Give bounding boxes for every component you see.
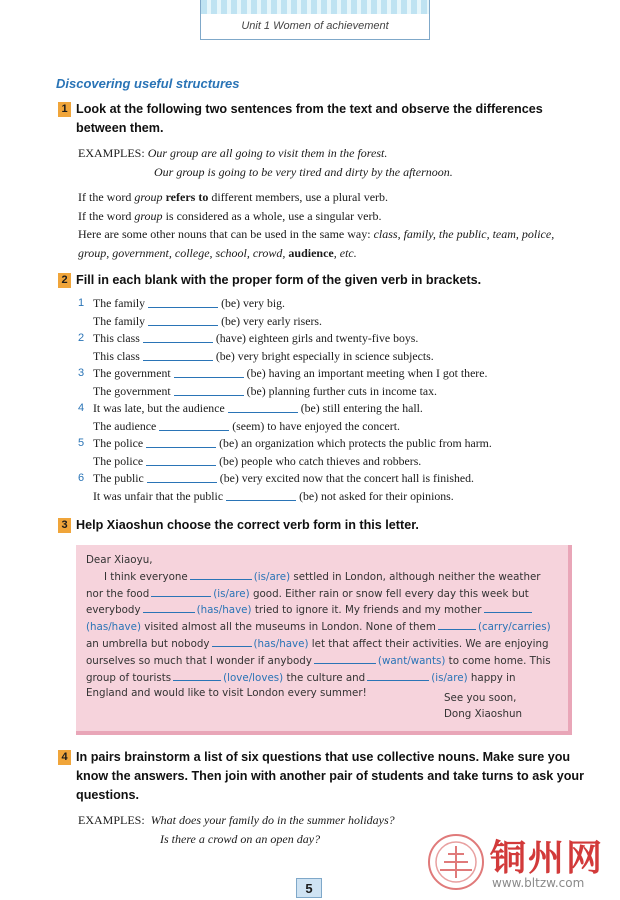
answer-blank[interactable] xyxy=(148,313,218,326)
list-item: The police (be) people who catch thieves and robbers. xyxy=(93,453,422,468)
letter-blank[interactable] xyxy=(212,636,252,647)
answer-blank[interactable] xyxy=(143,330,213,343)
answer-blank[interactable] xyxy=(228,400,298,413)
example-sentence: What does your family do in the summer holidays? xyxy=(150,813,395,827)
letter-blank[interactable] xyxy=(151,586,211,597)
list-item: The audience (seem) to have enjoyed the concert. xyxy=(93,418,400,433)
letter-blank[interactable] xyxy=(173,670,221,681)
task-1-examples xyxy=(78,144,453,182)
unit-title: Unit 1 Women of achievement xyxy=(241,20,389,32)
task-number-badge: 3 xyxy=(58,518,71,533)
answer-blank[interactable] xyxy=(148,295,218,308)
examples-label: EXAMPLES: xyxy=(78,146,145,160)
list-item: 6 The public (be) very excited now that the concert hall is finished. xyxy=(78,471,474,485)
list-item: 1 The family (be) very big. xyxy=(78,296,285,310)
list-item: This class (be) very bright especially in science subjects. xyxy=(93,348,434,363)
answer-blank[interactable] xyxy=(174,383,244,396)
answer-blank[interactable] xyxy=(143,348,213,361)
task-2-items xyxy=(78,295,548,505)
task-4-examples xyxy=(78,811,395,849)
letter-signature: Dong Xiaoshun xyxy=(444,708,523,720)
example-sentence: Our group are all going to visit them in the forest. xyxy=(147,146,388,160)
answer-blank[interactable] xyxy=(159,418,229,431)
answer-blank[interactable] xyxy=(226,488,296,501)
list-item: The family (be) very early risers. xyxy=(93,313,322,328)
task-4-instruction: 4 In pairs brainstorm a list of six questions that use collective nouns. Make sure you know the answers. Then join with another pair of students and take turns to ask your questions. xyxy=(58,748,76,767)
answer-blank[interactable] xyxy=(146,453,216,466)
letter-blank[interactable] xyxy=(190,569,252,580)
answer-blank[interactable] xyxy=(146,435,216,448)
letter-blank[interactable] xyxy=(438,619,476,630)
header-decoration xyxy=(201,0,429,14)
example-sentence: Is there a crowd on an open day? xyxy=(160,832,321,846)
page-number: 5 xyxy=(296,878,322,898)
letter-blank[interactable] xyxy=(367,670,429,681)
letter-blank[interactable] xyxy=(484,602,532,613)
answer-blank[interactable] xyxy=(174,365,244,378)
task-number-badge: 2 xyxy=(58,273,71,288)
list-item: It was unfair that the public (be) not asked for their opinions. xyxy=(93,488,454,503)
list-item: 3 The government (be) having an important meeting when I got there. xyxy=(78,366,488,380)
answer-blank[interactable] xyxy=(147,470,217,483)
task-number-badge: 1 xyxy=(58,102,71,117)
letter-blank[interactable] xyxy=(143,602,195,613)
task-1-instruction: 1 Look at the following two sentences from the text and observe the differences between them. xyxy=(58,100,76,119)
letter-greeting: Dear Xiaoyu, xyxy=(86,554,153,566)
list-item: 5 The police (be) an organization which protects the public from harm. xyxy=(78,436,492,450)
list-item: The government (be) planning further cuts in income tax. xyxy=(93,383,437,398)
watermark-url: www.bltzw.com xyxy=(492,876,585,890)
watermark-name: 铜州网 xyxy=(490,838,605,879)
task-2-instruction: 2 Fill in each blank with the proper form of the given verb in brackets. xyxy=(58,271,76,290)
letter-blank[interactable] xyxy=(314,653,376,664)
list-item: 2 This class (have) eighteen girls and twenty-five boys. xyxy=(78,331,419,345)
letter-text: Dear Xiaoyu, I think everyone (is/are) settled in London, although neither the weather nor the food (is/are) good. Either rain or snow fell every day this week but everybody (has/have) tried to ignore it. My friends and my mother (has/have) visited almost all the museums in London. None of them (carry/carries) an umbrella but nobody (has/have) let that affect their activities. We are enjoying ourselves so much that I wonder if anybody (want/wants) to come home. This group of tourists (love/loves) the culture and (is/are) happy in England and would like to visit London every summer! xyxy=(86,553,560,702)
watermark-logo-icon xyxy=(426,832,486,892)
letter-box xyxy=(76,545,572,735)
examples-label: EXAMPLES: xyxy=(78,813,145,827)
unit-header xyxy=(200,0,430,40)
task-3-instruction: 3 Help Xiaoshun choose the correct verb form in this letter. xyxy=(58,516,76,535)
task-1-rules: If the word group refers to different members, use a plural verb. If the word group is considered as a whole, use a singular verb. Here are some other nouns that can be used in the same way: class, family, the public, team, police, group, government, college, school, crowd, audience, etc. xyxy=(78,190,555,260)
watermark xyxy=(426,828,616,896)
list-item: 4 It was late, but the audience (be) still entering the hall. xyxy=(78,401,423,415)
task-number-badge: 4 xyxy=(58,750,71,765)
section-title: Discovering useful structures xyxy=(56,76,240,91)
example-sentence: Our group is going to be very tired and dirty by the afternoon. xyxy=(154,165,453,179)
letter-closing: See you soon, xyxy=(444,692,517,704)
